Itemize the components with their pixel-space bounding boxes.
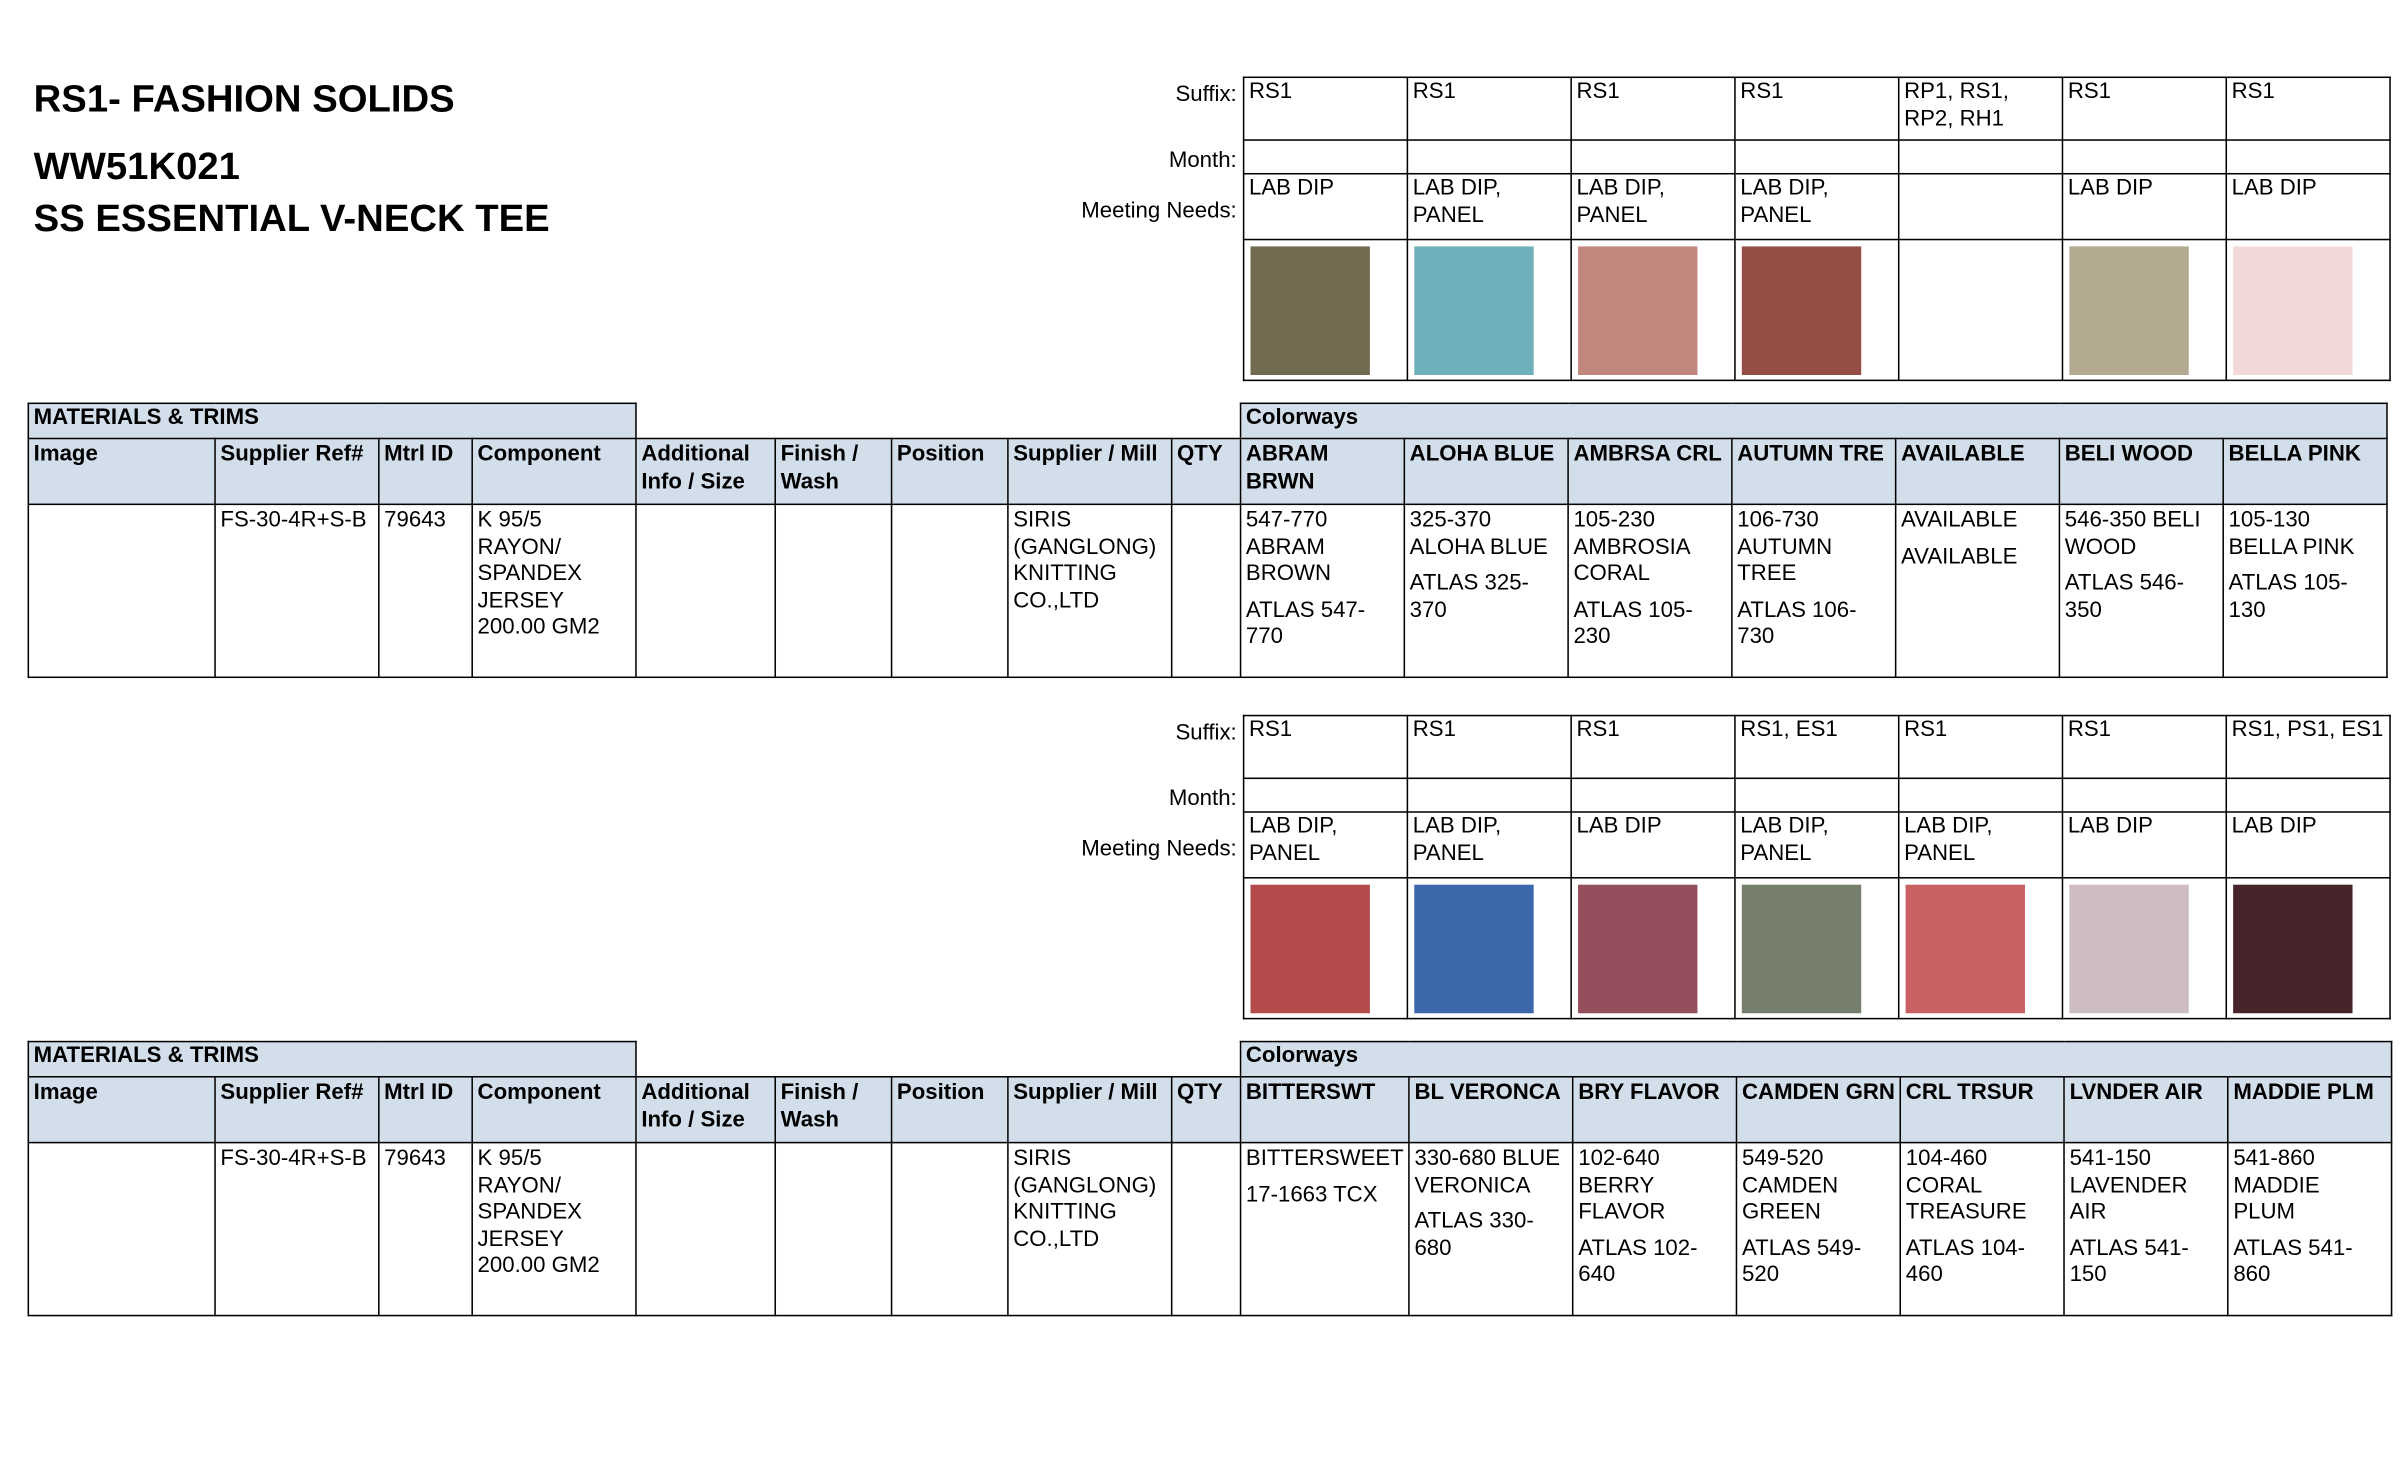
swatch-cell [1407,878,1571,1019]
meeting-needs-cell: LAB DIP, PANEL [1244,812,1408,878]
colorway-value-secondary: ATLAS 546-350 [2064,570,2185,623]
suffix-label: Suffix: [1175,720,1237,746]
swatch-cell [1407,240,1571,381]
meeting-needs-row [1244,812,2390,878]
colorway-values [2223,504,2387,677]
colorway-name: BRY FLAVOR [1573,1077,1737,1143]
colorway-values [1896,504,2060,677]
colorway-values [1409,1143,1573,1316]
colorways-heading: Colorways [1241,403,2387,438]
colorway-values [2064,1143,2228,1316]
colorway-name: ALOHA BLUE [1404,439,1568,505]
color-swatch [1414,246,1533,375]
color-swatch [1251,246,1370,375]
month-cell [1735,778,1899,812]
col-image: Image [28,439,215,505]
material-image [28,1143,215,1316]
colorway-value-primary: BITTERSWEET [1245,1146,1404,1171]
swatch-cell [1899,240,2063,381]
colorway-value-secondary: ATLAS 102-640 [1578,1235,1698,1288]
col-position: Position [892,1077,1008,1143]
materials-table [28,1041,2393,1317]
meeting-needs-cell: LAB DIP [2226,812,2390,878]
suffix-cell: RS1 [1571,716,1735,779]
section-spacer [636,1042,1241,1077]
material-supplier-ref: FS-30-4R+S-B [215,504,379,677]
swatch-row [1244,240,2390,381]
colorway-value-primary: 102-640 BERRY FLAVOR [1578,1146,1666,1225]
swatch-cell [2226,878,2390,1019]
material-supplier-mill: SIRIS (GANGLONG) KNITTING CO.,LTD [1008,1143,1172,1316]
colorway-value-secondary: 17-1663 TCX [1245,1182,1378,1207]
swatch-cell [1244,240,1408,381]
colorway-value-secondary: ATLAS 325-370 [1409,570,1529,623]
colorway-value-secondary: ATLAS 106-730 [1737,597,1857,649]
colorway-value-secondary: ATLAS 541-860 [2233,1235,2353,1288]
page-header [34,77,550,242]
meeting-needs-cell: LAB DIP, PANEL [1407,812,1571,878]
month-label: Month: [1168,148,1237,173]
materials-trims-heading: MATERIALS & TRIMS [28,1042,636,1077]
colorway-name: LVNDER AIR [2064,1077,2228,1143]
colorway-name: MADDIE PLM [2228,1077,2392,1143]
colorway-name: BELI WOOD [2059,439,2223,505]
section-spacer [636,403,1241,438]
month-cell [1571,140,1735,174]
meeting-needs-cell: LAB DIP [1244,174,1408,240]
colorway-name: CRL TRSUR [1900,1077,2064,1143]
colorway-value-primary: 105-130 BELLA PINK [2228,508,2355,560]
material-mtrl-id: 79643 [379,504,472,677]
material-row [28,504,2387,677]
color-swatch [2069,246,2188,375]
colorway-values [1732,504,1896,677]
color-swatch [1906,885,2025,1014]
col-additional-info: Additional Info / Size [636,1077,775,1143]
page-title: RS1- FASHION SOLIDS [33,78,455,121]
swatch-cell [2062,240,2226,381]
colorway-values [1404,504,1568,677]
meeting-needs-cell: LAB DIP, PANEL [1735,812,1899,878]
column-header-row [28,1077,2391,1143]
column-header-row [28,439,2387,505]
colorway-value-secondary: ATLAS 541-150 [2069,1235,2189,1288]
meeting-needs-cell: LAB DIP, PANEL [1407,174,1571,240]
month-cell [1735,140,1899,174]
style-name: SS ESSENTIAL V-NECK TEE [33,197,550,241]
material-component: K 95/5 RAYON/ SPANDEX JERSEY 200.00 GM2 [472,504,636,677]
material-supplier-ref: FS-30-4R+S-B [215,1143,379,1316]
col-image: Image [28,1077,215,1143]
colorway-value-secondary: ATLAS 330-680 [1414,1209,1534,1261]
material-row [28,1143,2391,1316]
swatch-cell [1899,878,2063,1019]
suffix-cell: RS1 [1244,716,1408,779]
suffix-row [1244,77,2390,140]
month-cell [2062,140,2226,174]
material-additional-info [636,1143,775,1316]
material-additional-info [636,504,775,677]
suffix-cell: RS1, PS1, ES1 [2226,716,2390,779]
colorway-value-primary: 330-680 BLUE VERONICA [1414,1146,1561,1198]
month-cell [2062,778,2226,812]
colorway-name: CAMDEN GRN [1737,1077,1901,1143]
material-supplier-mill: SIRIS (GANGLONG) KNITTING CO.,LTD [1008,504,1172,677]
suffix-cell: RS1 [1899,716,2063,779]
colorway-values [1900,1143,2064,1316]
material-finish-wash [775,504,891,677]
material-qty [1172,1143,1241,1316]
colorway-value-primary: 541-150 LAVENDER AIR [2069,1146,2188,1225]
col-supplier-mill: Supplier / Mill [1008,1077,1172,1143]
col-supplier-ref: Supplier Ref# [215,439,379,505]
materials-table [28,403,2388,679]
col-mtrl-id: Mtrl ID [379,1077,472,1143]
suffix-cell: RS1 [1244,77,1408,140]
material-position [892,1143,1008,1316]
suffix-cell: RS1 [1735,77,1899,140]
colorway-value-primary: 106-730 AUTUMN TREE [1737,508,1833,587]
colorway-value-secondary: ATLAS 547-770 [1245,597,1366,649]
suffix-cell: RS1 [2226,77,2390,140]
suffix-cell: RS1 [2062,77,2226,140]
meeting-needs-cell [1899,174,2063,240]
colorway-value-primary: 325-370 ALOHA BLUE [1409,508,1548,560]
suffix-row [1244,716,2390,779]
colorway-header-grid [1243,715,2391,1020]
swatch-row [1244,878,2390,1019]
col-finish-wash: Finish / Wash [775,439,891,505]
meeting-needs-cell: LAB DIP [1571,812,1735,878]
color-swatch [1414,885,1533,1014]
swatch-cell [1735,240,1899,381]
color-swatch [1578,246,1697,375]
month-cell [1899,140,2063,174]
meeting-needs-label: Meeting Needs: [1081,198,1237,224]
colorway-value-primary: 104-460 CORAL TREASURE [1905,1146,2027,1225]
col-additional-info: Additional Info / Size [636,439,775,505]
month-cell [1244,140,1408,174]
month-cell [2226,140,2390,174]
month-row [1244,778,2390,812]
color-swatch [1742,885,1861,1014]
colorway-value-secondary: AVAILABLE [1901,544,2018,569]
section-row [28,403,2387,438]
colorway-values [1241,504,1405,677]
month-cell [1571,778,1735,812]
colorway-value-secondary: ATLAS 105-130 [2228,570,2348,623]
style-number: WW51K021 [33,145,240,189]
col-supplier-mill: Supplier / Mill [1008,439,1172,505]
meeting-needs-cell: LAB DIP, PANEL [1735,174,1899,240]
swatch-cell [1735,878,1899,1019]
suffix-cell: RS1 [1407,716,1571,779]
swatch-cell [2062,878,2226,1019]
meeting-needs-cell: LAB DIP [2226,174,2390,240]
col-mtrl-id: Mtrl ID [379,439,472,505]
meeting-needs-row [1244,174,2390,240]
material-qty [1172,504,1241,677]
colorway-value-primary: 105-230 AMBROSIA CORAL [1573,508,1690,587]
month-cell [1407,778,1571,812]
suffix-cell: RS1 [1407,77,1571,140]
colorway-value-primary: 546-350 BELI WOOD [2064,508,2201,560]
color-swatch [1578,885,1697,1014]
material-component: K 95/5 RAYON/ SPANDEX JERSEY 200.00 GM2 [472,1143,636,1316]
colorway-values [1737,1143,1901,1316]
meeting-needs-cell: LAB DIP, PANEL [1899,812,2063,878]
swatch-cell [1571,240,1735,381]
colorway-name: AMBRSA CRL [1568,439,1732,505]
colorway-name: AVAILABLE [1896,439,2060,505]
meeting-needs-cell: LAB DIP, PANEL [1571,174,1735,240]
suffix-cell: RP1, RS1, RP2, RH1 [1899,77,2063,140]
colorway-name: BL VERONCA [1409,1077,1573,1143]
colorway-values [2228,1143,2392,1316]
colorway-value-primary: AVAILABLE [1901,508,2018,533]
colorway-header-grid [1243,77,2391,382]
month-cell [1407,140,1571,174]
month-label: Month: [1168,786,1237,812]
suffix-label: Suffix: [1175,82,1237,108]
month-row [1244,140,2390,174]
month-cell [1899,778,2063,812]
colorway-name: AUTUMN TRE [1732,439,1896,505]
material-position [892,504,1008,677]
material-mtrl-id: 79643 [379,1143,472,1316]
suffix-cell: RS1, ES1 [1735,716,1899,779]
col-position: Position [892,439,1008,505]
col-qty: QTY [1172,439,1241,505]
meeting-needs-cell: LAB DIP [2062,174,2226,240]
col-component: Component [472,1077,636,1143]
color-swatch [2069,885,2188,1014]
col-qty: QTY [1172,1077,1241,1143]
swatch-cell [2226,240,2390,381]
month-cell [1244,778,1408,812]
colorway-values [1573,1143,1737,1316]
materials-trims-heading: MATERIALS & TRIMS [28,403,636,438]
suffix-cell: RS1 [1571,77,1735,140]
col-finish-wash: Finish / Wash [775,1077,891,1143]
swatch-cell [1244,878,1408,1019]
colorway-value-primary: 549-520 CAMDEN GREEN [1742,1146,1839,1225]
color-swatch [2233,246,2352,375]
col-component: Component [472,439,636,505]
section-row [28,1042,2391,1077]
colorway-values [1241,1143,1410,1316]
color-swatch [1742,246,1861,375]
colorway-name: ABRAM BRWN [1241,439,1405,505]
colorway-value-primary: 547-770 ABRAM BROWN [1245,508,1332,587]
color-swatch [1251,885,1370,1014]
colorway-value-secondary: ATLAS 104-460 [1905,1235,2026,1288]
month-cell [2226,778,2390,812]
material-finish-wash [775,1143,891,1316]
colorway-value-secondary: ATLAS 549-520 [1742,1235,1862,1288]
colorways-heading: Colorways [1241,1042,2392,1077]
meeting-needs-label: Meeting Needs: [1081,837,1237,862]
suffix-cell: RS1 [2062,716,2226,779]
swatch-cell [1571,878,1735,1019]
col-supplier-ref: Supplier Ref# [215,1077,379,1143]
meeting-needs-cell: LAB DIP [2062,812,2226,878]
material-image [28,504,215,677]
colorway-value-secondary: ATLAS 105-230 [1573,597,1693,649]
colorway-name: BELLA PINK [2223,439,2387,505]
colorway-values [1568,504,1732,677]
colorway-name: BITTERSWT [1241,1077,1410,1143]
colorway-values [2059,504,2223,677]
color-swatch [2233,885,2352,1014]
colorway-value-primary: 541-860 MADDIE PLUM [2233,1146,2320,1225]
